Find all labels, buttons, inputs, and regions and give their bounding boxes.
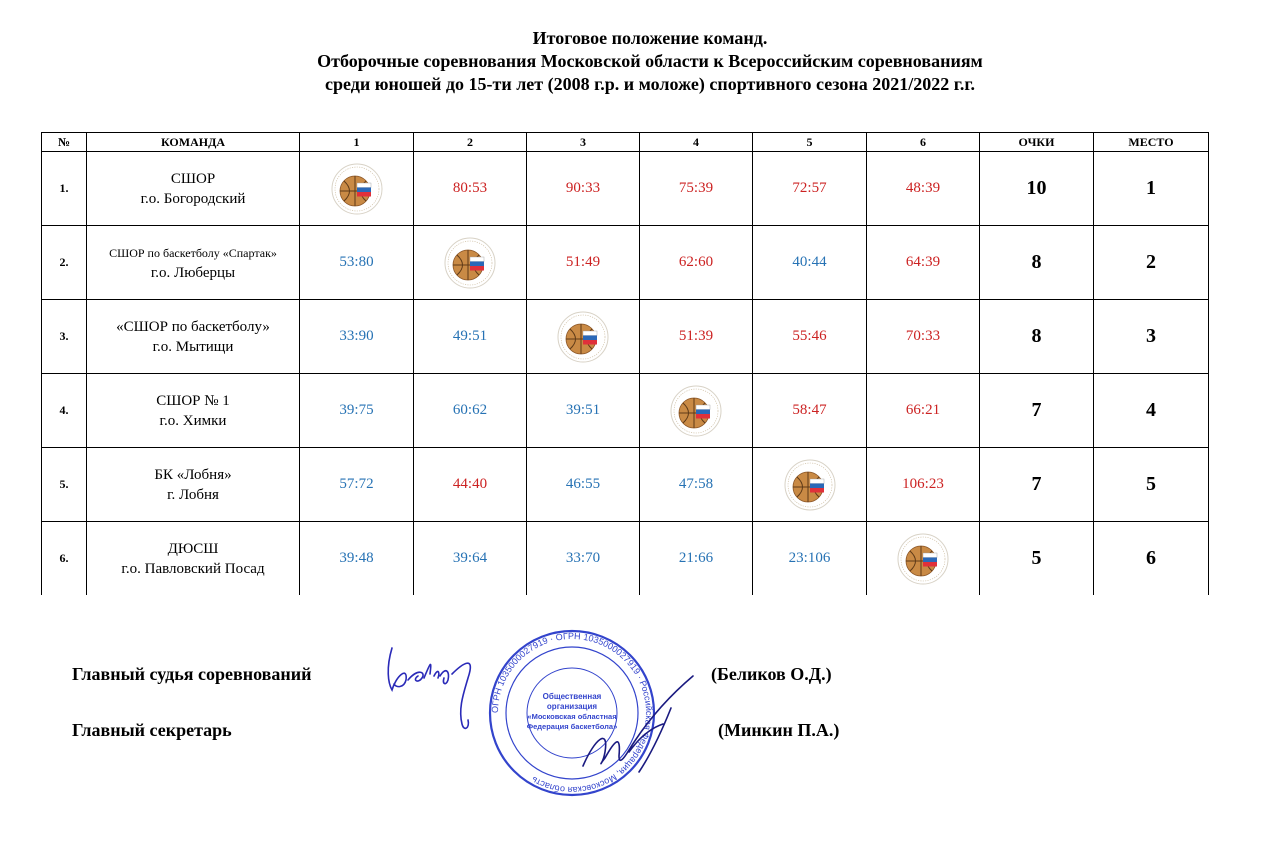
stamp-line-3: «Московская областная: [527, 712, 617, 721]
self-match-cell: [753, 448, 867, 522]
stamp-line-4: Федерация баскетбола»: [526, 722, 618, 731]
header-col-4: 4: [640, 133, 753, 152]
secretary-signature: [575, 668, 700, 783]
team-city: г.о. Павловский Посад: [121, 560, 265, 577]
row-number: 6.: [42, 522, 87, 596]
score-cell: 70:33: [867, 300, 980, 374]
header-col-2: 2: [414, 133, 527, 152]
score-cell: 51:39: [640, 300, 753, 374]
self-match-cell: [867, 522, 980, 596]
title-line-2: Отборочные соревнования Московской области к Всероссийским соревнованиям: [317, 51, 983, 71]
self-match-cell: [414, 226, 527, 300]
table-row: [42, 226, 1209, 300]
header-col-6: 6: [867, 133, 980, 152]
score-cell: 64:39: [867, 226, 980, 300]
score-cell: 47:58: [640, 448, 753, 522]
document-title: [0, 27, 1279, 96]
place-cell: 2: [1094, 226, 1209, 300]
points-cell: 10: [980, 152, 1094, 226]
header-place: МЕСТО: [1094, 133, 1209, 152]
team-cell: [87, 152, 300, 226]
score-cell: 57:72: [300, 448, 414, 522]
stamp-outer-text: ОГРН 1035000027919 · ОГРН 1035000027919 · Российская Федерация, Московская область: [489, 630, 655, 796]
stamp-line-2: организация: [546, 702, 598, 711]
points-cell: 8: [980, 226, 1094, 300]
header-team: КОМАНДА: [87, 133, 300, 152]
team-city: г. Лобня: [167, 486, 219, 503]
team-name: «СШОР по баскетболу»: [116, 318, 270, 335]
score-cell: 39:64: [414, 522, 527, 596]
score-cell: 80:53: [414, 152, 527, 226]
row-number: 3.: [42, 300, 87, 374]
place-cell: 1: [1094, 152, 1209, 226]
score-cell: 39:75: [300, 374, 414, 448]
place-cell: 4: [1094, 374, 1209, 448]
header-col-5: 5: [753, 133, 867, 152]
score-cell: 58:47: [753, 374, 867, 448]
score-cell: 53:80: [300, 226, 414, 300]
score-cell: 33:90: [300, 300, 414, 374]
points-cell: 8: [980, 300, 1094, 374]
score-cell: 49:51: [414, 300, 527, 374]
table-row: [42, 522, 1209, 596]
score-cell: 90:33: [527, 152, 640, 226]
team-city: г.о. Химки: [159, 412, 227, 429]
score-cell: 62:60: [640, 226, 753, 300]
header-num: №: [42, 133, 87, 152]
team-name: СШОР: [170, 170, 216, 187]
team-city: г.о. Богородский: [140, 190, 246, 207]
team-cell: [87, 448, 300, 522]
score-cell: 33:70: [527, 522, 640, 596]
row-number: 5.: [42, 448, 87, 522]
score-cell: 75:39: [640, 152, 753, 226]
team-cell: [87, 226, 300, 300]
score-cell: 51:49: [527, 226, 640, 300]
basketball-federation-logo-icon: [331, 163, 383, 215]
judge-name: (Беликов О.Д.): [711, 664, 832, 684]
team-city: г.о. Люберцы: [150, 264, 236, 281]
header-col-1: 1: [300, 133, 414, 152]
title-line-3: среди юношей до 15-ти лет (2008 г.р. и моложе) спортивного сезона 2021/2022 г.г.: [324, 74, 976, 94]
score-cell: 55:46: [753, 300, 867, 374]
place-cell: 6: [1094, 522, 1209, 596]
score-cell: 48:39: [867, 152, 980, 226]
place-cell: 3: [1094, 300, 1209, 374]
points-cell: 7: [980, 374, 1094, 448]
score-cell: 21:66: [640, 522, 753, 596]
row-number: 2.: [42, 226, 87, 300]
row-number: 4.: [42, 374, 87, 448]
team-name: СШОР № 1: [156, 392, 230, 409]
team-cell: [87, 374, 300, 448]
judge-signature: [378, 628, 488, 738]
score-cell: 40:44: [753, 226, 867, 300]
team-cell: [87, 300, 300, 374]
self-match-cell: [300, 152, 414, 226]
header-points: ОЧКИ: [980, 133, 1094, 152]
team-cell: [87, 522, 300, 596]
header-col-3: 3: [527, 133, 640, 152]
score-cell: 60:62: [414, 374, 527, 448]
place-cell: 5: [1094, 448, 1209, 522]
score-cell: 46:55: [527, 448, 640, 522]
score-cell: 39:51: [527, 374, 640, 448]
basketball-federation-logo-icon: [670, 385, 722, 437]
row-number: 1.: [42, 152, 87, 226]
table-row: [42, 300, 1209, 374]
title-line-1: Итоговое положение команд.: [532, 28, 768, 48]
self-match-cell: [640, 374, 753, 448]
basketball-federation-logo-icon: [784, 459, 836, 511]
score-cell: 44:40: [414, 448, 527, 522]
score-cell: 23:106: [753, 522, 867, 596]
table-row: [42, 448, 1209, 522]
secretary-name: (Минкин П.А.): [718, 720, 840, 740]
team-city: г.о. Мытищи: [152, 338, 234, 355]
secretary-label: Главный секретарь: [72, 720, 232, 740]
team-name: ДЮСШ: [167, 540, 219, 557]
standings-table: [41, 132, 1209, 595]
table-header-row: [42, 133, 1209, 152]
stamp-line-1: Общественная: [542, 692, 602, 701]
points-cell: 5: [980, 522, 1094, 596]
standings-body: [42, 152, 1209, 596]
score-cell: 39:48: [300, 522, 414, 596]
score-cell: 72:57: [753, 152, 867, 226]
basketball-federation-logo-icon: [897, 533, 949, 585]
score-cell: 66:21: [867, 374, 980, 448]
table-row: [42, 152, 1209, 226]
judge-label: Главный судья соревнований: [72, 664, 312, 684]
team-name: СШОР по баскетболу «Спартак»: [109, 245, 277, 260]
basketball-federation-logo-icon: [444, 237, 496, 289]
score-cell: 106:23: [867, 448, 980, 522]
points-cell: 7: [980, 448, 1094, 522]
team-name: БК «Лобня»: [154, 466, 232, 483]
table-row: [42, 374, 1209, 448]
basketball-federation-logo-icon: [557, 311, 609, 363]
self-match-cell: [527, 300, 640, 374]
